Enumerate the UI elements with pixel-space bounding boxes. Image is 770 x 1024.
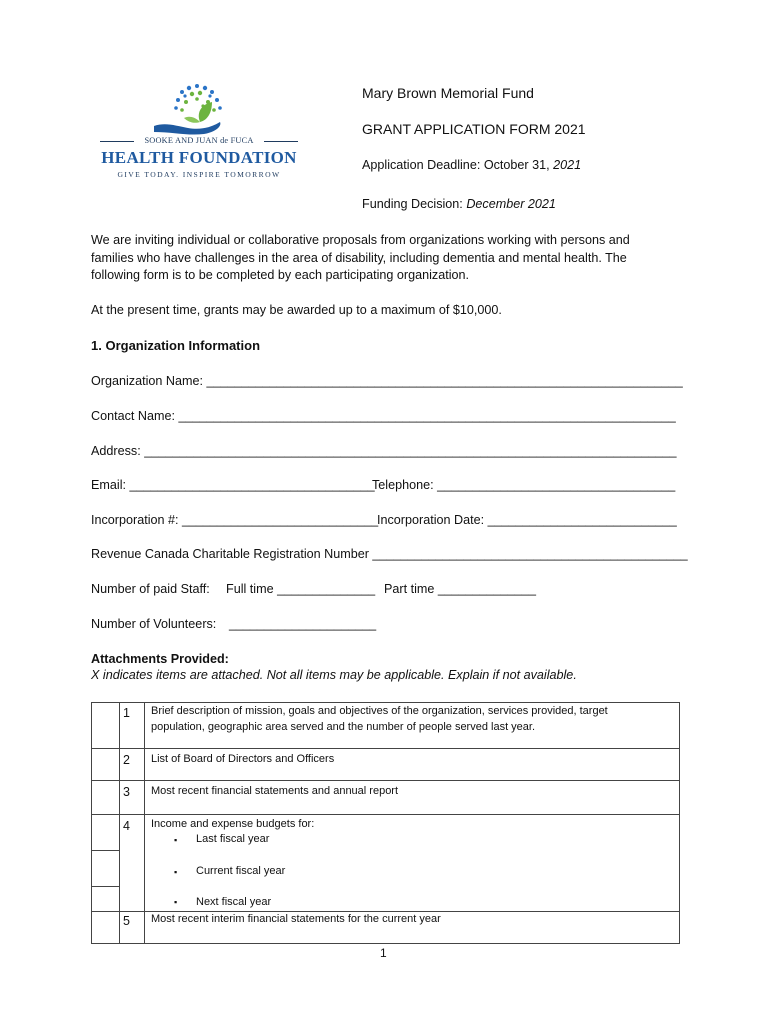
logo-tagline: GIVE TODAY. INSPIRE TOMORROW bbox=[117, 170, 281, 179]
attachment-1-number: 1 bbox=[123, 706, 130, 720]
attachment-4-text: Income and expense budgets for: bbox=[151, 818, 315, 830]
table-border-top bbox=[91, 702, 680, 703]
intro-line-2: families who have challenges in the area of disability, including dementia and mental health. The bbox=[91, 251, 627, 265]
row-divider-2 bbox=[91, 780, 680, 781]
attachment-4-number: 4 bbox=[123, 819, 130, 833]
intro-line-1: We are inviting individual or collaborative proposals from organizations working with persons and bbox=[91, 233, 630, 247]
attachment-3-number: 3 bbox=[123, 785, 130, 799]
attachment-2-text: List of Board of Directors and Officers bbox=[151, 753, 335, 765]
row-divider-3 bbox=[91, 814, 680, 815]
attachment-2-checkbox[interactable] bbox=[92, 749, 119, 780]
organization-name-field[interactable]: Organization Name: ____________________________________________________________________ bbox=[91, 374, 683, 388]
full-time-field[interactable]: Full time ______________ bbox=[226, 582, 376, 596]
form-title: GRANT APPLICATION FORM 2021 bbox=[362, 121, 586, 137]
volunteers-field[interactable]: _____________________ bbox=[229, 617, 377, 631]
attachment-1-text-line1: Brief description of mission, goals and objectives of the organization, services provided, target bbox=[151, 705, 608, 717]
table-border-right bbox=[679, 702, 680, 944]
attachment-1-checkbox[interactable] bbox=[92, 703, 119, 748]
incorporation-number-field[interactable]: Incorporation #: ____________________________ bbox=[91, 513, 379, 527]
section-title: 1. Organization Information bbox=[91, 338, 261, 353]
attachment-4-sub-1: Last fiscal year bbox=[196, 833, 270, 845]
attachment-4c-checkbox[interactable] bbox=[92, 887, 119, 911]
incorporation-date-field[interactable]: Incorporation Date: ___________________________ bbox=[377, 513, 677, 527]
attachment-4-sub-2: Current fiscal year bbox=[196, 865, 286, 877]
foundation-logo bbox=[96, 82, 302, 184]
attachments-table bbox=[91, 702, 680, 944]
table-border-bottom bbox=[91, 943, 680, 944]
funding-decision bbox=[362, 196, 556, 214]
attachment-5-checkbox[interactable] bbox=[92, 912, 119, 943]
logo-rule-right bbox=[264, 141, 298, 142]
part-time-field[interactable]: Part time ______________ bbox=[384, 582, 536, 596]
attachment-3-text: Most recent financial statements and annual report bbox=[151, 785, 399, 797]
email-field[interactable]: Email: ___________________________________ bbox=[91, 478, 375, 492]
logo-rule-left bbox=[100, 141, 134, 142]
attachment-4-sub-3: Next fiscal year bbox=[196, 896, 272, 908]
intro-line-3: following form is to be completed by each participating organization. bbox=[91, 268, 470, 282]
col-divider-1 bbox=[119, 702, 120, 944]
grant-maximum: At the present time, grants may be awarded up to a maximum of $10,000. bbox=[91, 303, 502, 317]
bullet-icon: ▪ bbox=[174, 897, 178, 907]
logo-top-text: SOOKE AND JUAN de FUCA bbox=[144, 136, 254, 145]
revenue-canada-field[interactable]: Revenue Canada Charitable Registration Number _____________________________________________ bbox=[91, 547, 688, 561]
attachments-heading: Attachments Provided: bbox=[91, 652, 229, 666]
tree-hand-icon bbox=[96, 82, 302, 138]
deadline-label: Application Deadline: October 31, bbox=[362, 158, 554, 172]
logo-main-text: HEALTH FOUNDATION bbox=[101, 148, 297, 167]
address-field[interactable]: Address: ____________________________________________________________________________ bbox=[91, 444, 677, 458]
bullet-icon: ▪ bbox=[174, 835, 178, 845]
application-deadline bbox=[362, 157, 581, 175]
fund-name: Mary Brown Memorial Fund bbox=[362, 85, 534, 101]
telephone-field[interactable]: Telephone: __________________________________ bbox=[372, 478, 676, 492]
paid-staff-label: Number of paid Staff: bbox=[91, 582, 210, 596]
attachment-2-number: 2 bbox=[123, 753, 130, 767]
deadline-year: 2021 bbox=[553, 158, 582, 172]
attachment-3-checkbox[interactable] bbox=[92, 781, 119, 814]
contact-name-field[interactable]: Contact Name: _______________________________________________________________________ bbox=[91, 409, 676, 423]
attachment-5-text: Most recent interim financial statements for the current year bbox=[151, 913, 441, 925]
bullet-icon: ▪ bbox=[174, 867, 178, 877]
decision-label: Funding Decision: bbox=[362, 197, 467, 211]
attachment-4a-checkbox[interactable] bbox=[92, 815, 119, 850]
row-divider-5 bbox=[91, 911, 680, 912]
page-number: 1 bbox=[380, 946, 387, 960]
attachments-note: X indicates items are attached. Not all items may be applicable. Explain if not available. bbox=[91, 668, 577, 682]
attachment-5-number: 5 bbox=[123, 914, 130, 928]
attachment-4b-checkbox[interactable] bbox=[92, 851, 119, 886]
row-divider-1 bbox=[91, 748, 680, 749]
volunteers-label: Number of Volunteers: bbox=[91, 617, 217, 631]
col-divider-2 bbox=[144, 702, 145, 944]
attachment-1-text-line2: population, geographic area served and the number of people served last year. bbox=[151, 721, 536, 733]
decision-value: December 2021 bbox=[466, 197, 556, 211]
